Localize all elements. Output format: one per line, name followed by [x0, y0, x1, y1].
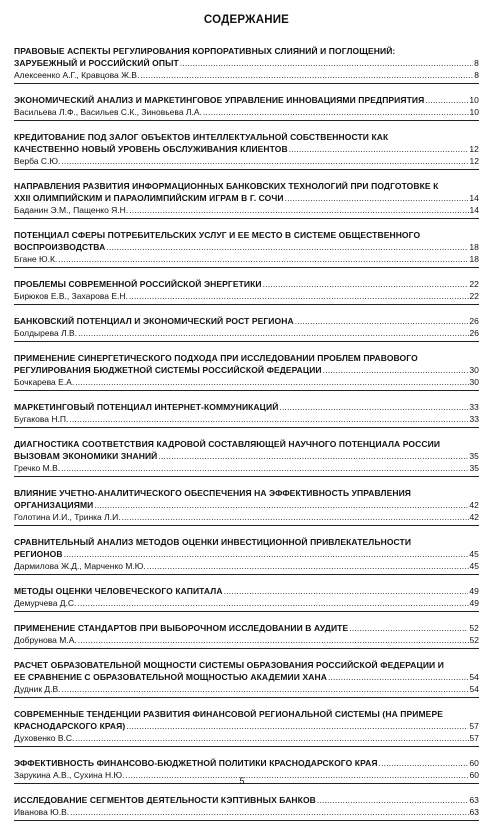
- entry-authors-page-number: 22: [469, 291, 479, 301]
- page-title: СОДЕРЖАНИЕ: [203, 14, 290, 26]
- entry-authors: Болдырева Л.В.: [14, 328, 78, 338]
- entry-title-text: МЕТОДЫ ОЦЕНКИ ЧЕЛОВЕЧЕСКОГО КАПИТАЛА: [14, 586, 223, 596]
- dot-leader: [78, 328, 468, 339]
- entry-authors-line: [14, 70, 479, 81]
- toc-entry[interactable]: [14, 659, 479, 708]
- dot-leader: [126, 720, 468, 732]
- entry-authors-page-number: 26: [469, 328, 479, 338]
- dot-leader: [61, 463, 468, 474]
- entry-title: [14, 45, 479, 69]
- toc-entry[interactable]: [14, 278, 479, 315]
- entry-title-line: [14, 487, 479, 499]
- entry-page-number: 63: [469, 795, 479, 805]
- entry-authors-line: [14, 328, 479, 339]
- entry-title-text: КАЧЕСТВЕННО НОВЫЙ УРОВЕНЬ ОБСЛУЖИВАНИЯ КЛИЕНТОВ: [14, 144, 288, 154]
- entry-title: [14, 94, 479, 106]
- separator-rule: [14, 83, 479, 84]
- entry-authors-line: [14, 291, 479, 302]
- entry-authors-page-number: 30: [469, 377, 479, 387]
- entry-page-number: 33: [469, 402, 479, 412]
- toc-entry[interactable]: [14, 315, 479, 352]
- entry-authors: Васильева Л.Ф., Васильев С.К., Зиновьева Л.А.: [14, 107, 202, 117]
- dot-leader: [58, 254, 468, 265]
- entry-title-text: ИССЛЕДОВАНИЕ СЕГМЕНТОВ ДЕЯТЕЛЬНОСТИ КЭПТИВНЫХ БАНКОВ: [14, 795, 316, 805]
- entry-title: [14, 438, 479, 462]
- entry-title-line: [14, 757, 479, 769]
- entry-title-line: [14, 659, 479, 671]
- entry-page-number: 26: [469, 316, 479, 326]
- dot-leader: [62, 684, 469, 695]
- entry-title-text: XXII ОЛИМПИЙСКИМ И ПАРАОЛИМПИЙСКИМ ИГРАМ В Г. СОЧИ: [14, 193, 284, 203]
- dot-leader: [317, 794, 468, 806]
- entry-authors-page-number: 42: [469, 512, 479, 522]
- dot-leader: [64, 548, 469, 560]
- toc-entry[interactable]: [14, 438, 479, 487]
- entry-page-number: 45: [469, 549, 479, 559]
- entry-title-line: [14, 57, 479, 69]
- entry-authors-page-number: 18: [469, 254, 479, 264]
- entry-authors-line: [14, 635, 479, 646]
- entry-authors-page-number: 35: [469, 463, 479, 473]
- separator-rule: [14, 120, 479, 121]
- entry-title-line: [14, 720, 479, 732]
- dot-leader: [94, 499, 468, 511]
- entry-authors: Духовенко В.С.: [14, 733, 75, 743]
- entry-title-line: [14, 278, 479, 290]
- entry-page-number: 52: [469, 623, 479, 633]
- entry-page-number: 22: [469, 279, 479, 289]
- separator-rule: [14, 525, 479, 526]
- entry-title-text: ДИАГНОСТИКА СООТВЕТСТВИЯ КАДРОВОЙ СОСТАВЛЯЮЩЕЙ НАУЧНОГО ПОТЕНЦИАЛА РОССИИ: [14, 439, 441, 449]
- dot-leader: [323, 364, 469, 376]
- dot-leader: [379, 757, 469, 769]
- entry-title-line: [14, 241, 479, 253]
- dot-leader: [140, 70, 473, 81]
- separator-rule: [14, 390, 479, 391]
- dot-leader: [147, 561, 469, 572]
- entry-title: [14, 487, 479, 511]
- entry-title-line: [14, 401, 479, 413]
- entry-title-text: ПРОБЛЕМЫ СОВРЕМЕННОЙ РОССИЙСКОЙ ЭНЕРГЕТИКИ: [14, 279, 262, 289]
- entry-title-line: [14, 450, 479, 462]
- dot-leader: [122, 512, 469, 523]
- entry-title-text: ВОСПРОИЗВОДСТВА: [14, 242, 106, 252]
- entry-title-line: [14, 438, 479, 450]
- dot-leader: [263, 278, 469, 290]
- entry-title-line: [14, 536, 479, 548]
- dot-leader: [328, 671, 468, 683]
- entry-title: [14, 536, 479, 560]
- toc-entry[interactable]: [14, 131, 479, 180]
- entry-page-number: 57: [469, 721, 479, 731]
- entry-title-line: [14, 364, 479, 376]
- entry-page-number: 30: [469, 365, 479, 375]
- entry-title-text: ЗАРУБЕЖНЫЙ И РОССИЙСКИЙ ОПЫТ: [14, 58, 179, 68]
- entry-title-text: ОРГАНИЗАЦИЯМИ: [14, 500, 94, 510]
- entry-title-text: РЕГИОНОВ: [14, 549, 63, 559]
- dot-leader: [158, 450, 468, 462]
- entry-authors-page-number: 12: [469, 156, 479, 166]
- entry-authors: Демурчева Д.С.: [14, 598, 77, 608]
- entry-title-line: [14, 585, 479, 597]
- entry-authors: Гречко М.В.: [14, 463, 61, 473]
- dot-leader: [285, 192, 469, 204]
- entry-title-line: [14, 708, 479, 720]
- entry-authors-page-number: 10: [469, 107, 479, 117]
- page-number: 5: [239, 776, 245, 786]
- entry-title-line: [14, 229, 479, 241]
- entry-title: [14, 659, 479, 683]
- entry-title-line: [14, 180, 479, 192]
- entry-title-line: [14, 131, 479, 143]
- dot-leader: [106, 241, 468, 253]
- entry-authors-line: [14, 512, 479, 523]
- entry-authors: Дармилова Ж.Д., Марченко М.Ю.: [14, 561, 146, 571]
- entry-authors-line: [14, 205, 479, 216]
- entry-title: [14, 180, 479, 204]
- entry-authors: Бирюков Е.В., Захарова Е.Н.: [14, 291, 128, 301]
- entry-title-text: КРАСНОДАРСКОГО КРАЯ): [14, 721, 126, 731]
- entry-title-line: [14, 499, 479, 511]
- entry-authors-line: [14, 254, 479, 265]
- entry-page-number: 42: [469, 500, 479, 510]
- toc-entry[interactable]: [14, 352, 479, 401]
- dot-leader: [75, 733, 468, 744]
- dot-leader: [349, 622, 468, 634]
- entry-title-line: [14, 671, 479, 683]
- entry-page-number: 8: [474, 58, 479, 68]
- entry-title: [14, 278, 479, 290]
- dot-leader: [77, 598, 468, 609]
- entry-title: [14, 352, 479, 376]
- entry-authors-page-number: 45: [469, 561, 479, 571]
- entry-authors-page-number: 57: [469, 733, 479, 743]
- toc-entry[interactable]: [14, 536, 479, 585]
- separator-rule: [14, 697, 479, 698]
- entry-title: [14, 757, 479, 769]
- entry-title: [14, 401, 479, 413]
- entry-title-text: ПРИМЕНЕНИЕ СИНЕРГЕТИЧЕСКОГО ПОДХОДА ПРИ ИССЛЕДОВАНИИ ПРОБЛЕМ ПРАВОВОГО: [14, 353, 418, 363]
- entry-page-number: 12: [469, 144, 479, 154]
- entry-title-line: [14, 192, 479, 204]
- entry-title-line: [14, 143, 479, 155]
- entry-authors: Алексеенко А.Г., Кравцова Ж.В.: [14, 70, 140, 80]
- entry-title-text: ПРИМЕНЕНИЕ СТАНДАРТОВ ПРИ ВЫБОРОЧНОМ ИССЛЕДОВАНИИ В АУДИТЕ: [14, 623, 349, 633]
- entry-title: [14, 229, 479, 253]
- entry-authors-page-number: 49: [469, 598, 479, 608]
- dot-leader: [180, 57, 473, 69]
- separator-rule: [14, 648, 479, 649]
- entry-title-line: [14, 352, 479, 364]
- entry-title: [14, 131, 479, 155]
- entry-title-line: [14, 622, 479, 634]
- entry-title-line: [14, 94, 479, 106]
- toc-entry[interactable]: [14, 401, 479, 438]
- dot-leader: [75, 377, 468, 388]
- dot-leader: [279, 401, 468, 413]
- entry-authors: Иванова Ю.В.: [14, 807, 70, 817]
- entry-authors-page-number: 8: [474, 70, 479, 80]
- dot-leader: [129, 205, 468, 216]
- entry-title-text: НАПРАВЛЕНИЯ РАЗВИТИЯ ИНФОРМАЦИОННЫХ БАНКОВСКИХ ТЕХНОЛОГИЙ ПРИ ПОДГОТОВКЕ К: [14, 181, 439, 191]
- dot-leader: [203, 107, 469, 118]
- entry-title: [14, 708, 479, 732]
- separator-rule: [14, 427, 479, 428]
- entry-title-line: [14, 45, 479, 57]
- entry-title-text: МАРКЕТИНГОВЫЙ ПОТЕНЦИАЛ ИНТЕРНЕТ-КОММУНИКАЦИЙ: [14, 402, 279, 412]
- entry-title-line: [14, 548, 479, 560]
- entry-authors-line: [14, 463, 479, 474]
- dot-leader: [69, 414, 468, 425]
- entry-authors: Голотина И.И., Тринка Л.И.: [14, 512, 121, 522]
- entry-authors: Верба С.Ю.: [14, 156, 61, 166]
- entry-title-text: ВЛИЯНИЕ УЧЕТНО-АНАЛИТИЧЕСКОГО ОБЕСПЕЧЕНИЯ НА ЭФФЕКТИВНОСТЬ УПРАВЛЕНИЯ: [14, 488, 412, 498]
- entry-title: [14, 622, 479, 634]
- entry-page-number: 49: [469, 586, 479, 596]
- entry-title-text: КРЕДИТОВАНИЕ ПОД ЗАЛОГ ОБЪЕКТОВ ИНТЕЛЛЕКТУАЛЬНОЙ СОБСТВЕННОСТИ КАК: [14, 132, 389, 142]
- toc-entry[interactable]: [14, 94, 479, 131]
- separator-rule: [14, 611, 479, 612]
- entry-title-text: РАСЧЕТ ОБРАЗОВАТЕЛЬНОЙ МОЩНОСТИ СИСТЕМЫ ОБРАЗОВАНИЯ РОССИЙСКОЙ ФЕДЕРАЦИИ И: [14, 660, 444, 670]
- separator-rule: [14, 304, 479, 305]
- toc-entry[interactable]: [14, 487, 479, 536]
- entry-authors-page-number: 54: [469, 684, 479, 694]
- entry-authors: Добрунова М.А.: [14, 635, 77, 645]
- table-of-contents: [14, 45, 479, 831]
- entry-title-text: БАНКОВСКИЙ ПОТЕНЦИАЛ И ЭКОНОМИЧЕСКИЙ РОСТ РЕГИОНА: [14, 316, 294, 326]
- entry-authors-line: [14, 377, 479, 388]
- entry-authors-line: [14, 598, 479, 609]
- entry-authors-line: [14, 733, 479, 744]
- dot-leader: [289, 143, 469, 155]
- entry-page-number: 60: [469, 758, 479, 768]
- entry-title-text: ЭФФЕКТИВНОСТЬ ФИНАНСОВО-БЮДЖЕТНОЙ ПОЛИТИКИ КРАСНОДАРСКОГО КРАЯ: [14, 758, 378, 768]
- entry-title-text: СРАВНИТЕЛЬНЫЙ АНАЛИЗ МЕТОДОВ ОЦЕНКИ ИНВЕСТИЦИОННОЙ ПРИВЛЕКАТЕЛЬНОСТИ: [14, 537, 412, 547]
- separator-rule: [14, 341, 479, 342]
- entry-authors: Дудник Д.В.: [14, 684, 61, 694]
- entry-authors: Бгане Ю.К.: [14, 254, 58, 264]
- entry-authors-page-number: 52: [469, 635, 479, 645]
- dot-leader: [425, 94, 468, 106]
- entry-title-text: ВЫЗОВАМ ЭКОНОМИКИ ЗНАНИЙ: [14, 451, 158, 461]
- entry-title-text: СОВРЕМЕННЫЕ ТЕНДЕНЦИИ РАЗВИТИЯ ФИНАНСОВОЙ РЕГИОНАЛЬНОЙ СИСТЕМЫ (НА ПРИМЕРЕ: [14, 709, 443, 719]
- dot-leader: [61, 156, 468, 167]
- toc-entry[interactable]: [14, 622, 479, 659]
- entry-authors-page-number: 33: [469, 414, 479, 424]
- entry-authors-line: [14, 414, 479, 425]
- entry-authors: Бочкарева Е.А.: [14, 377, 75, 387]
- entry-page-number: 14: [469, 193, 479, 203]
- entry-title-text: РЕГУЛИРОВАНИЯ БЮДЖЕТНОЙ СИСТЕМЫ РОССИЙСКОЙ ФЕДЕРАЦИИ: [14, 365, 322, 375]
- separator-rule: [14, 169, 479, 170]
- separator-rule: [14, 476, 479, 477]
- entry-title: [14, 315, 479, 327]
- entry-authors: Бугакова Н.П.: [14, 414, 69, 424]
- dot-leader: [70, 807, 468, 818]
- separator-rule: [14, 746, 479, 747]
- toc-entry[interactable]: [14, 180, 479, 229]
- entry-authors-page-number: 63: [469, 807, 479, 817]
- toc-entry[interactable]: [14, 708, 479, 757]
- toc-entry[interactable]: [14, 229, 479, 278]
- toc-entry[interactable]: [14, 45, 479, 94]
- entry-authors-line: [14, 807, 479, 818]
- separator-rule: [14, 218, 479, 219]
- entry-title: [14, 794, 479, 806]
- entry-title-text: ПОТЕНЦИАЛ СФЕРЫ ПОТРЕБИТЕЛЬСКИХ УСЛУГ И ЕЕ МЕСТО В СИСТЕМЕ ОБЩЕСТВЕННОГО: [14, 230, 421, 240]
- entry-authors-line: [14, 156, 479, 167]
- entry-authors-page-number: 60: [469, 770, 479, 780]
- entry-authors-page-number: 14: [469, 205, 479, 215]
- dot-leader: [295, 315, 469, 327]
- entry-title-text: ПРАВОВЫЕ АСПЕКТЫ РЕГУЛИРОВАНИЯ КОРПОРАТИВНЫХ СЛИЯНИЙ И ПОГЛОЩЕНИЙ:: [14, 46, 396, 56]
- entry-page-number: 54: [469, 672, 479, 682]
- entry-page-number: 10: [469, 95, 479, 105]
- separator-rule: [14, 820, 479, 821]
- entry-title-text: ЕЕ СРАВНЕНИЕ С ОБРАЗОВАТЕЛЬНОЙ МОЩНОСТЬЮ АКАДЕМИИ ХАНА: [14, 672, 327, 682]
- dot-leader: [129, 291, 469, 302]
- entry-authors-line: [14, 107, 479, 118]
- entry-title-text: ЭКОНОМИЧЕСКИЙ АНАЛИЗ И МАРКЕТИНГОВОЕ УПРАВЛЕНИЕ ИННОВАЦИЯМИ ПРЕДПРИЯТИЯ: [14, 95, 425, 105]
- toc-entry[interactable]: [14, 585, 479, 622]
- separator-rule: [14, 574, 479, 575]
- entry-title-line: [14, 315, 479, 327]
- entry-title: [14, 585, 479, 597]
- separator-rule: [14, 267, 479, 268]
- entry-authors: Зарукина А.В., Сухина Н.Ю.: [14, 770, 125, 780]
- entry-page-number: 35: [469, 451, 479, 461]
- entry-page-number: 18: [469, 242, 479, 252]
- entry-authors-line: [14, 684, 479, 695]
- dot-leader: [224, 585, 469, 597]
- entry-authors: Баданин Э.М., Пащенко Я.Н.: [14, 205, 129, 215]
- dot-leader: [78, 635, 469, 646]
- toc-page: [14, 0, 479, 817]
- entry-title-line: [14, 794, 479, 806]
- entry-authors-line: [14, 561, 479, 572]
